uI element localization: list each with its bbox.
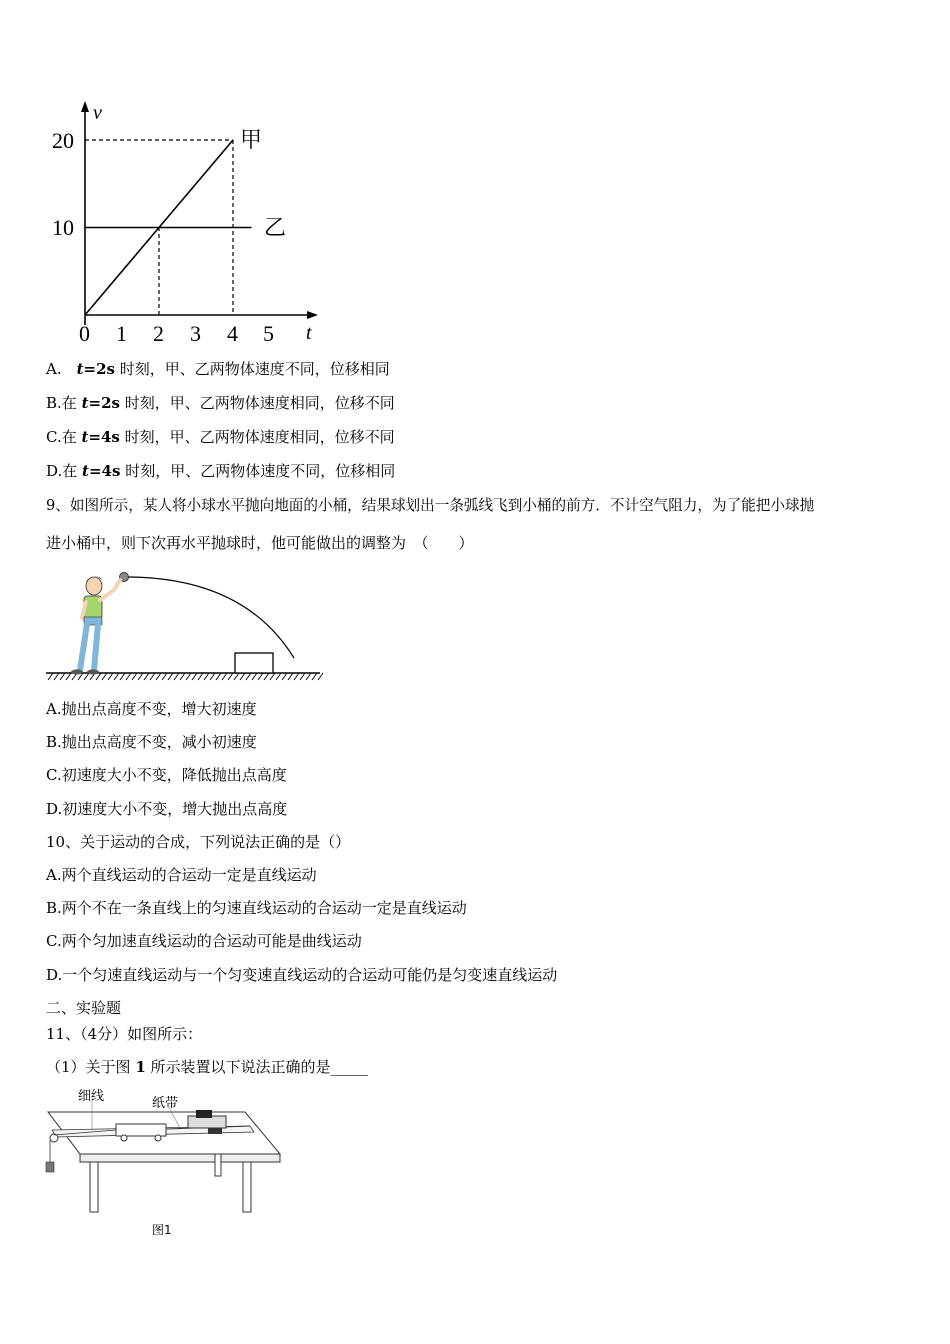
q11-stem: 11、（4分）如图所示： <box>46 1025 203 1043</box>
y-axis-arrow <box>81 101 89 112</box>
ground-hatch-mark <box>216 673 221 680</box>
y-tick-20: 20 <box>52 128 74 153</box>
ground-hatch-mark <box>282 673 287 680</box>
x-axis-label: t <box>306 322 312 344</box>
q8-option-d: D.在 t=4s 时刻，甲、乙两物体速度不同，位移相同 <box>46 462 396 480</box>
ground-hatch-mark <box>300 673 305 680</box>
cart <box>116 1124 166 1136</box>
q10-option-a: A.两个直线运动的合运动一定是直线运动 <box>46 866 317 884</box>
figure1-apparatus <box>40 1082 290 1242</box>
ground-hatch-mark <box>246 673 251 680</box>
ground-hatch-mark <box>54 673 59 680</box>
q10-option-c: C.两个匀加速直线运动的合运动可能是曲线运动 <box>46 932 362 950</box>
table-leg <box>243 1162 251 1212</box>
ground-hatch-mark <box>102 673 107 680</box>
ground-hatch-mark <box>252 673 257 680</box>
ground-hatch-mark <box>234 673 239 680</box>
q10-option-d: D.一个匀速直线运动与一个匀变速直线运动的合运动可能仍是匀变速直线运动 <box>46 966 558 984</box>
table-leg <box>215 1154 221 1176</box>
ground-hatch-mark <box>258 673 263 680</box>
ground-hatch-mark <box>270 673 275 680</box>
ground-hatch-mark <box>150 673 155 680</box>
ground-hatch-mark <box>210 673 215 680</box>
ground-hatch-mark <box>120 673 125 680</box>
hanging-weight <box>46 1162 54 1172</box>
ground-hatch-mark <box>240 673 245 680</box>
q8-option-c: C.在 t=4s 时刻，甲、乙两物体速度相同，位移不同 <box>46 428 395 446</box>
ground-hatch-mark <box>312 673 317 680</box>
ground-hatch-mark <box>108 673 113 680</box>
ground-hatch-mark <box>294 673 299 680</box>
ground-hatch-mark <box>162 673 167 680</box>
ground-hatch-mark <box>156 673 161 680</box>
ground-hatch-mark <box>276 673 281 680</box>
ground-hatch-mark <box>126 673 131 680</box>
ground-hatch-mark <box>192 673 197 680</box>
q10-stem: 10、关于运动的合成，下列说法正确的是（） <box>46 833 351 851</box>
q9-option-a: A.抛出点高度不变，增大初速度 <box>46 700 257 718</box>
x-tick-0: 0 <box>79 321 90 346</box>
series-yi-label: 乙 <box>264 215 287 240</box>
q8-option-a: A. t=2s 时刻，甲、乙两物体速度不同，位移相同 <box>46 360 390 378</box>
q9-stem-line2: 进小桶中，则下次再水平抛球时，他可能做出的调整为 （ ） <box>46 534 474 552</box>
q9-option-d: D.初速度大小不变，增大抛出点高度 <box>46 800 288 818</box>
ball-trajectory <box>126 577 294 658</box>
ground-hatch-mark <box>138 673 143 680</box>
q9-option-c: C.初速度大小不变，降低抛出点高度 <box>46 766 287 784</box>
throw-figure <box>44 568 329 688</box>
series-jia-label: 甲 <box>240 127 263 152</box>
y-axis-label: v <box>93 102 102 124</box>
ground-hatch-mark <box>180 673 185 680</box>
ground-hatch-mark <box>66 673 71 680</box>
ground-hatch-mark <box>318 673 323 680</box>
ground-hatch-mark <box>264 673 269 680</box>
ground-hatch-mark <box>204 673 209 680</box>
q9-stem-line1: 9、如图所示，某人将小球水平抛向地面的小桶，结果球划出一条弧线飞到小桶的前方．不计空气阻力，为了能把小球抛 <box>46 497 815 514</box>
label-thread: 细线 <box>78 1089 105 1104</box>
ground-hatch-mark <box>168 673 173 680</box>
ground-hatch-mark <box>306 673 311 680</box>
ground-hatch-mark <box>186 673 191 680</box>
x-axis-arrow <box>307 311 318 319</box>
ground-hatch-mark <box>132 673 137 680</box>
figure1-caption: 图1 <box>152 1223 172 1237</box>
ground-hatch-mark <box>174 673 179 680</box>
table-leg <box>90 1162 98 1212</box>
x-tick-5: 5 <box>263 321 274 346</box>
q9-option-b: B.抛出点高度不变，减小初速度 <box>46 733 257 751</box>
thrower-person <box>71 576 120 674</box>
ground-hatch-mark <box>222 673 227 680</box>
ground-hatch-mark <box>48 673 53 680</box>
pulley <box>50 1134 58 1142</box>
vt-graph <box>40 95 340 350</box>
q10-option-b: B.两个不在一条直线上的匀速直线运动的合运动一定是直线运动 <box>46 899 467 917</box>
ground-hatch-mark <box>198 673 203 680</box>
ground-hatch-mark <box>114 673 119 680</box>
ground-hatch-mark <box>144 673 149 680</box>
ground-hatch-mark <box>288 673 293 680</box>
label-tape: 纸带 <box>152 1096 179 1111</box>
ground-hatch <box>48 673 323 680</box>
x-tick-4: 4 <box>227 321 238 346</box>
ground-hatch-mark <box>84 673 89 680</box>
x-tick-3: 3 <box>190 321 201 346</box>
bucket <box>235 653 273 673</box>
y-tick-10: 10 <box>52 215 74 240</box>
ground-hatch-mark <box>60 673 65 680</box>
section-title: 二、实验题 <box>46 999 122 1017</box>
ground-hatch-mark <box>96 673 101 680</box>
answer-blank: _____ <box>330 1058 369 1076</box>
ground-hatch-mark <box>228 673 233 680</box>
x-tick-2: 2 <box>153 321 164 346</box>
x-tick-1: 1 <box>116 321 127 346</box>
q8-option-b: B.在 t=2s 时刻，甲、乙两物体速度相同，位移不同 <box>46 394 395 412</box>
q11-sub1: （1）关于图 1 所示装置以下说法正确的是_____ <box>46 1058 369 1076</box>
